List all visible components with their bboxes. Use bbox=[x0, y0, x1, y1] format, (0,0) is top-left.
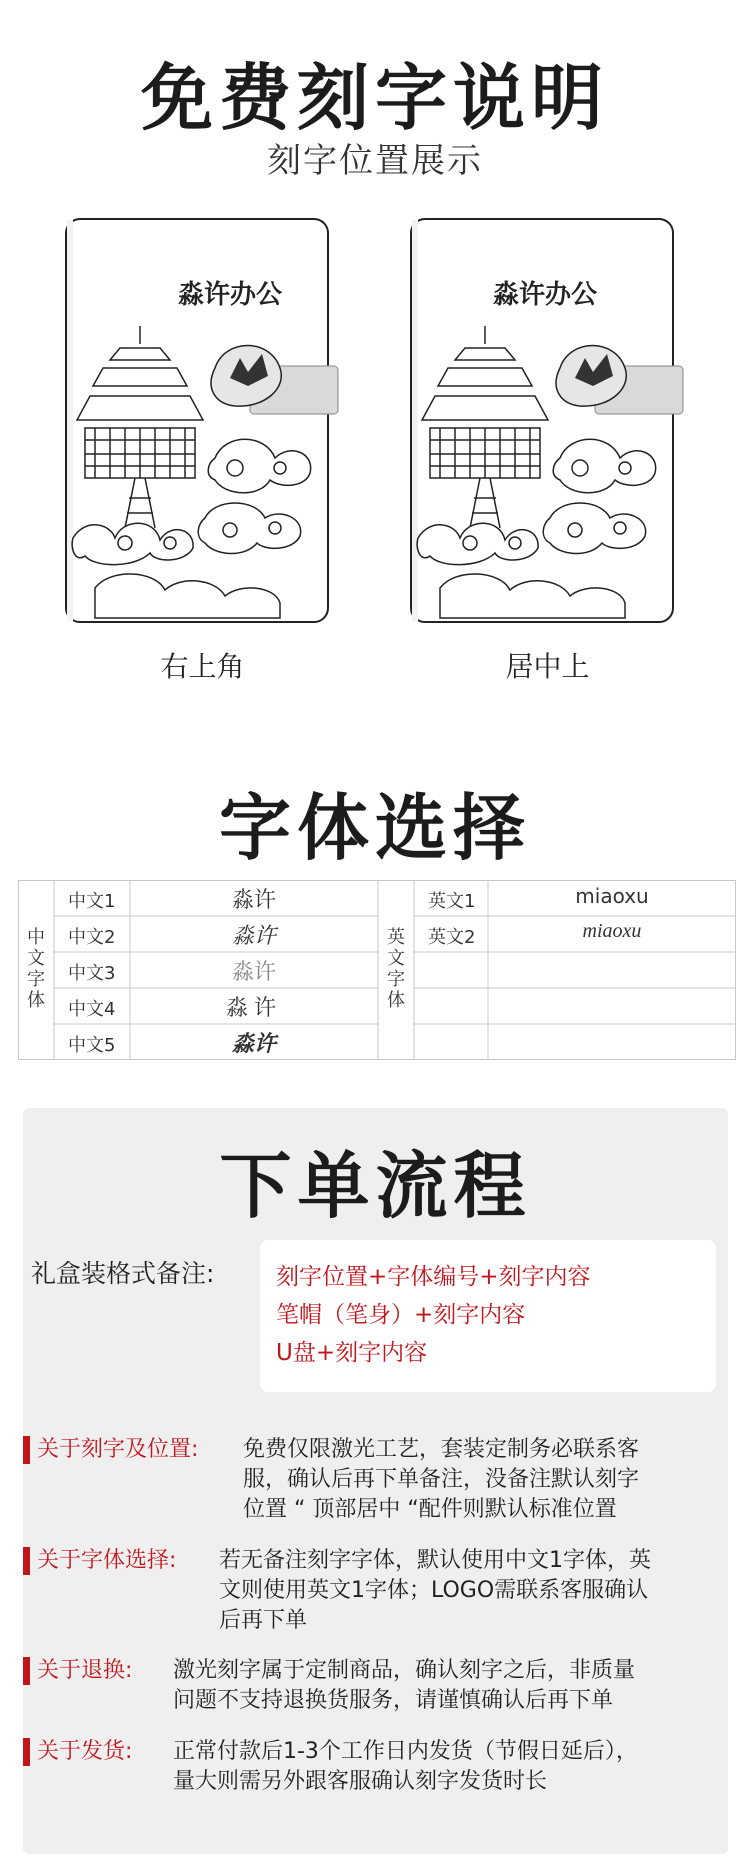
notebook-preview-top-right bbox=[65, 218, 340, 623]
font-sample: 淼许 bbox=[231, 888, 276, 913]
note-line: 后再下单 bbox=[219, 1608, 308, 1633]
font-sample: miaoxu bbox=[582, 920, 642, 942]
page-subtitle: 刻字位置展示 bbox=[267, 141, 483, 181]
engraving-brand-text: 淼许办公 bbox=[493, 280, 598, 310]
font-label: 英文2 bbox=[428, 927, 476, 948]
note-heading: 关于字体选择: bbox=[37, 1548, 177, 1573]
note-line: 问题不支持退换货服务，请谨慎确认后再下单 bbox=[173, 1688, 614, 1713]
font-table bbox=[18, 880, 736, 1060]
font-sample: 淼许 bbox=[231, 960, 276, 985]
gift-format-line: 笔帽（笔身）+刻字内容 bbox=[276, 1302, 526, 1328]
note-line: 正常付款后1-3个工作日内发货（节假日延后）， bbox=[173, 1739, 638, 1764]
page-title: 免费刻字说明 bbox=[140, 55, 609, 140]
english-fonts-header: 英文字体 bbox=[387, 927, 405, 1011]
gift-box-format-label: 礼盒装格式备注: bbox=[31, 1259, 215, 1288]
position-caption-top-right: 右上角 bbox=[160, 650, 245, 683]
font-label: 中文1 bbox=[68, 891, 116, 912]
note-heading: 关于刻字及位置: bbox=[37, 1437, 199, 1462]
note-line: 文则使用英文1字体；LOGO需联系客服确认 bbox=[219, 1578, 649, 1603]
engraving-brand-text: 淼许办公 bbox=[178, 280, 283, 310]
position-caption-center-top: 居中上 bbox=[505, 650, 590, 683]
note-heading: 关于发货: bbox=[37, 1739, 133, 1764]
note-line: 位置 “ 顶部居中 “配件则默认标准位置 bbox=[243, 1497, 617, 1522]
font-label: 中文4 bbox=[68, 999, 116, 1020]
gift-format-line: 刻字位置+字体编号+刻字内容 bbox=[276, 1264, 591, 1290]
note-marker bbox=[23, 1657, 30, 1685]
note-line: 服，确认后再下单备注，没备注默认刻字 bbox=[243, 1467, 640, 1492]
note-line: 激光刻字属于定制商品，确认刻字之后，非质量 bbox=[173, 1658, 636, 1683]
font-label: 中文5 bbox=[68, 1035, 116, 1056]
font-section-title: 字体选择 bbox=[218, 785, 531, 870]
font-label: 中文3 bbox=[68, 963, 116, 984]
font-sample: 淼许 bbox=[231, 1032, 276, 1057]
note-marker bbox=[23, 1738, 30, 1766]
font-sample: 淼许 bbox=[231, 924, 276, 949]
font-sample: miaoxu bbox=[575, 884, 649, 908]
gift-box-format-card bbox=[260, 1240, 716, 1392]
note-heading: 关于退换: bbox=[37, 1658, 133, 1683]
font-label: 英文1 bbox=[428, 891, 476, 912]
note-line: 量大则需另外跟客服确认刻字发货时长 bbox=[173, 1769, 548, 1794]
gift-format-line: U盘+刻字内容 bbox=[276, 1340, 428, 1366]
note-marker bbox=[23, 1547, 30, 1575]
note-line: 若无备注刻字字体，默认使用中文1字体，英 bbox=[219, 1548, 651, 1573]
order-section-title: 下单流程 bbox=[219, 1143, 532, 1228]
note-line: 免费仅限激光工艺，套装定制务必联系客 bbox=[243, 1437, 640, 1462]
font-sample: 淼许 bbox=[225, 996, 282, 1021]
notebook-preview-center-top bbox=[410, 218, 685, 623]
font-label: 中文2 bbox=[68, 927, 116, 948]
note-marker bbox=[23, 1436, 30, 1464]
chinese-fonts-header: 中文字体 bbox=[27, 927, 45, 1011]
order-process-panel bbox=[23, 1108, 728, 1854]
